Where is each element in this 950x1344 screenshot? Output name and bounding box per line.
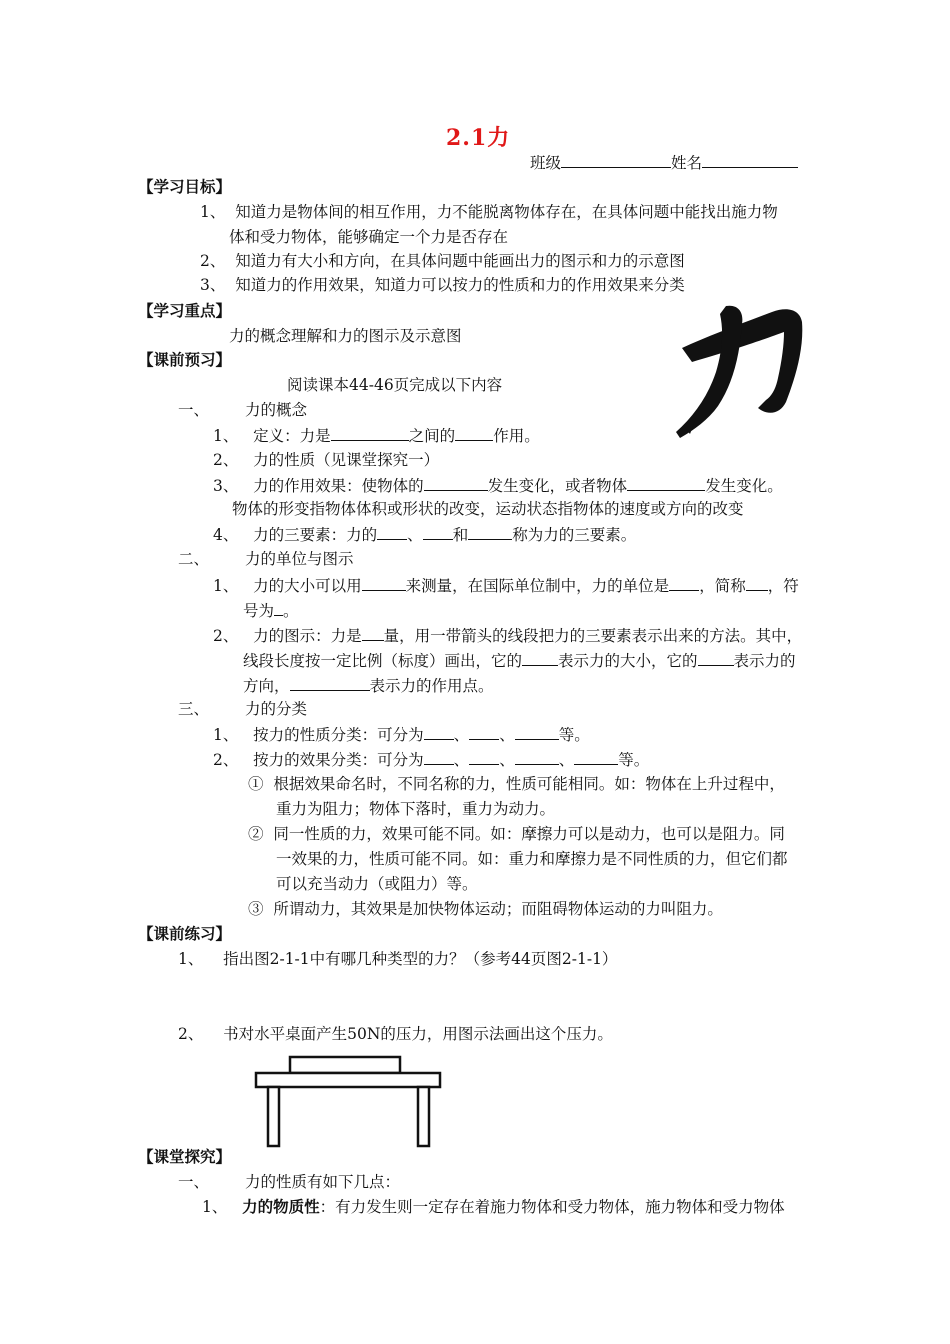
item-text: 发生变化，或者物体 bbox=[487, 477, 628, 495]
answer-blank[interactable] bbox=[362, 576, 406, 591]
preview-part-1-heading bbox=[178, 401, 307, 420]
answer-blank[interactable] bbox=[331, 426, 409, 441]
item-bold-term: 力的物质性 bbox=[242, 1198, 320, 1216]
item-text: 按力的效果分类：可分为 bbox=[253, 751, 424, 769]
preview-part-2-heading bbox=[178, 550, 354, 569]
item-text: 之间的 bbox=[408, 427, 456, 445]
item-text: 等。 bbox=[558, 726, 590, 744]
class-label: 班级 bbox=[530, 154, 562, 172]
item-num: 1、 bbox=[213, 726, 239, 744]
answer-blank[interactable] bbox=[290, 676, 370, 691]
preview-item-1-1 bbox=[213, 426, 540, 446]
preview-item-3-1 bbox=[213, 725, 590, 745]
classification-note-2 bbox=[248, 825, 785, 844]
goal-3-text: 知道力的作用效果，知道力可以按力的性质和力的作用效果来分类 bbox=[235, 276, 685, 294]
table-with-book-figure bbox=[250, 1055, 450, 1150]
answer-blank[interactable] bbox=[424, 725, 454, 740]
item-num: 1、 bbox=[213, 577, 239, 595]
answer-blank[interactable] bbox=[424, 750, 454, 765]
item-text: 、 bbox=[407, 526, 423, 544]
answer-blank[interactable] bbox=[522, 651, 558, 666]
item-num: 1、 bbox=[213, 427, 239, 445]
answer-blank[interactable] bbox=[362, 626, 384, 641]
goal-3-num: 3、 bbox=[200, 276, 226, 294]
answer-blank[interactable] bbox=[574, 750, 618, 765]
key-point-text: 力的概念理解和力的图示及示意图 bbox=[229, 327, 462, 345]
item-sep: 、 bbox=[453, 751, 470, 769]
inquiry-item-1 bbox=[202, 1198, 785, 1217]
class-blank[interactable] bbox=[561, 153, 671, 168]
preview-item-3-2 bbox=[213, 750, 649, 770]
note-mark: ② bbox=[248, 825, 264, 843]
answer-blank[interactable] bbox=[627, 476, 705, 491]
answer-blank[interactable] bbox=[377, 525, 407, 540]
note-mark: ① bbox=[248, 775, 264, 793]
answer-blank[interactable] bbox=[424, 476, 488, 491]
classification-note-1-cont: 重力为阻力；物体下落时，重力为动力。 bbox=[276, 800, 556, 818]
classification-note-2-cont-b: 可以充当动力（或阻力）等。 bbox=[276, 875, 478, 893]
preview-item-1-3-note: 物体的形变指物体体积或形状的改变，运动状态指物体的速度或方向的改变 bbox=[232, 500, 744, 518]
answer-blank[interactable] bbox=[515, 750, 559, 765]
item-text: 等。 bbox=[618, 751, 650, 769]
part-2-num: 二、 bbox=[178, 550, 210, 568]
goal-1-num: 1、 bbox=[200, 203, 226, 221]
item-text: 线段长度按一定比例（标度）画出，它的 bbox=[243, 652, 523, 670]
table-leg-right bbox=[418, 1087, 429, 1146]
part-1-num: 一、 bbox=[178, 401, 210, 419]
book-shape bbox=[290, 1057, 400, 1073]
goal-3-line bbox=[200, 276, 685, 295]
item-text: 来测量，在国际单位制中，力的单位是 bbox=[405, 577, 670, 595]
answer-blank[interactable] bbox=[746, 576, 768, 591]
section-goals-heading: 【学习目标】 bbox=[138, 178, 232, 196]
item-num: 3、 bbox=[213, 477, 239, 495]
item-num: 2、 bbox=[213, 751, 239, 769]
preview-item-2-1 bbox=[213, 576, 799, 596]
note-mark: ③ bbox=[248, 900, 264, 918]
goal-1-line-a bbox=[200, 203, 778, 222]
item-num: 2、 bbox=[213, 451, 239, 469]
answer-blank[interactable] bbox=[469, 750, 499, 765]
item-text: 按力的性质分类：可分为 bbox=[253, 726, 424, 744]
item-text: 力的图示：力是 bbox=[253, 627, 362, 645]
item-num: 1、 bbox=[202, 1198, 228, 1216]
classification-note-3 bbox=[248, 900, 723, 919]
exercise-num: 1、 bbox=[178, 950, 204, 968]
preview-intro: 阅读课本44-46页完成以下内容 bbox=[287, 376, 503, 394]
item-text: 称为力的三要素。 bbox=[512, 526, 637, 544]
part-num: 一、 bbox=[178, 1173, 210, 1191]
goal-2-text: 知道力有大小和方向，在具体问题中能画出力的图示和力的示意图 bbox=[235, 252, 685, 270]
goal-1-line-b: 体和受力物体，能够确定一个力是否存在 bbox=[229, 228, 509, 246]
exercise-text: 书对水平桌面产生50N的压力，用图示法画出这个压力。 bbox=[223, 1025, 613, 1043]
page-title: 2.1力 bbox=[446, 125, 511, 151]
table-top-shape bbox=[256, 1073, 440, 1087]
answer-blank[interactable] bbox=[423, 525, 453, 540]
item-sep: 、 bbox=[558, 751, 575, 769]
class-name-line bbox=[530, 153, 798, 173]
preview-item-2-1-cont bbox=[243, 601, 299, 621]
section-inquiry-heading: 【课堂探究】 bbox=[138, 1148, 232, 1166]
item-sep: 、 bbox=[499, 751, 515, 769]
answer-blank[interactable] bbox=[669, 576, 699, 591]
preview-part-3-heading bbox=[178, 700, 307, 719]
section-key-points-heading: 【学习重点】 bbox=[138, 302, 232, 320]
answer-blank[interactable] bbox=[515, 725, 559, 740]
preview-item-2-2-cont-a bbox=[243, 651, 796, 671]
item-text: ，简称 bbox=[699, 577, 746, 595]
item-text: 发生变化。 bbox=[705, 477, 783, 495]
item-sep: 、 bbox=[453, 726, 470, 744]
item-text: 作用。 bbox=[493, 427, 540, 445]
item-text: 力的作用效果：使物体的 bbox=[253, 477, 424, 495]
calligraphy-li-image bbox=[668, 300, 818, 450]
part-3-title: 力的分类 bbox=[245, 700, 308, 718]
note-text: 根据效果命名时，不同名称的力，性质可能相同。如：物体在上升过程中， bbox=[273, 775, 785, 793]
preview-item-1-4 bbox=[213, 525, 636, 545]
item-text: 表示力的大小，它的 bbox=[558, 652, 698, 670]
preview-item-1-2 bbox=[213, 451, 439, 470]
part-title: 力的性质有如下几点： bbox=[245, 1173, 401, 1191]
name-label: 姓名 bbox=[671, 154, 703, 172]
answer-blank[interactable] bbox=[274, 601, 283, 616]
answer-blank[interactable] bbox=[468, 525, 512, 540]
item-text: 量，用一带箭头的线段把力的三要素表示出来的方法。其中， bbox=[383, 627, 803, 645]
section-exercise-heading: 【课前练习】 bbox=[138, 925, 232, 943]
section-preview-heading: 【课前预习】 bbox=[138, 351, 232, 369]
preview-item-2-2 bbox=[213, 626, 802, 646]
goal-1-text-a: 知道力是物体间的相互作用，力不能脱离物体存在，在具体问题中能找出施力物 bbox=[235, 203, 778, 221]
note-text: 同一性质的力，效果可能不同。如：摩擦力可以是动力，也可以是阻力。同 bbox=[273, 825, 785, 843]
item-text: 力的性质（见课堂探究一） bbox=[253, 451, 440, 469]
item-text: 号为 bbox=[243, 602, 275, 620]
item-text: 和 bbox=[452, 526, 469, 544]
part-2-title: 力的单位与图示 bbox=[245, 550, 354, 568]
item-text: 表示力的作用点。 bbox=[369, 677, 494, 695]
answer-blank[interactable] bbox=[698, 651, 734, 666]
exercise-text: 指出图2-1-1中有哪几种类型的力？（参考44页图2-1-1） bbox=[223, 950, 618, 968]
goal-2-num: 2、 bbox=[200, 252, 226, 270]
classification-note-1 bbox=[248, 775, 785, 794]
goal-2-line bbox=[200, 252, 685, 271]
item-text: 力的三要素：力的 bbox=[253, 526, 378, 544]
item-text: ：有力发生则一定存在着施力物体和受力物体，施力物体和受力物体 bbox=[319, 1198, 785, 1216]
part-3-num: 三、 bbox=[178, 700, 210, 718]
item-num: 4、 bbox=[213, 526, 239, 544]
part-1-title: 力的概念 bbox=[245, 401, 308, 419]
item-num: 2、 bbox=[213, 627, 239, 645]
inquiry-part-1-heading bbox=[178, 1173, 400, 1192]
preview-item-2-2-cont-b bbox=[243, 676, 494, 696]
preview-item-1-3 bbox=[213, 476, 783, 496]
item-text: ，符 bbox=[767, 577, 799, 595]
name-blank[interactable] bbox=[702, 153, 798, 168]
table-leg-left bbox=[268, 1087, 279, 1146]
item-sep: 、 bbox=[499, 726, 515, 744]
answer-blank[interactable] bbox=[469, 725, 499, 740]
exercise-2 bbox=[178, 1025, 613, 1044]
exercise-num: 2、 bbox=[178, 1025, 204, 1043]
item-text: 定义：力是 bbox=[253, 427, 331, 445]
item-text: 力的大小可以用 bbox=[253, 577, 362, 595]
note-text: 所谓动力，其效果是加快物体运动；而阻碍物体运动的力叫阻力。 bbox=[273, 900, 723, 918]
item-text: 方向， bbox=[243, 677, 290, 695]
exercise-1 bbox=[178, 950, 617, 969]
item-text: 表示力的 bbox=[733, 652, 796, 670]
answer-blank[interactable] bbox=[455, 426, 493, 441]
item-text: 。 bbox=[283, 602, 299, 620]
classification-note-2-cont-a: 一效果的力，性质可能不同。如：重力和摩擦力是不同性质的力，但它们都 bbox=[276, 850, 788, 868]
